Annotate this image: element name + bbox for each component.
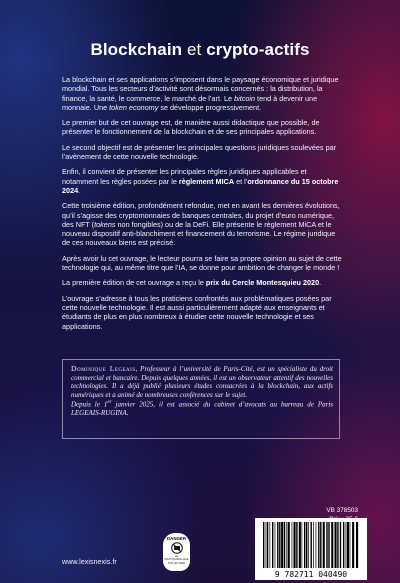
barcode-bar [329,522,330,568]
paragraph-8: L’ouvrage s’adresse à tous les praticiens confrontés aux problématiques posées par cette nouvelle technologie. Il est aussi particulièrement adapté aux enseignants et étudiants de plus en plus nombreux à étudier cette nouvelle technologie et ses applications. [62,293,332,331]
paragraph-1: La blockchain et ses applications s’imposent dans le paysage économique et juridique mondial. Tous les secteurs d’activité sont désormais concernés : la distribution, la finance, la santé, le commerce, le marché de l’art. Le bitcoin tend à devenir une monnaie. Une token economy se développe progressivement. [62,75,339,112]
book-reference: VB 378503 [326,507,358,514]
paragraph-2: Le premier but de cet ouvrage est, de manière aussi didactique que possible, de présenter le fonctionnement de la blockchain et de ses principales applications. [62,118,320,137]
barcode-bar [292,522,293,568]
barcode-bar [313,522,314,568]
barcode-bar [294,522,296,568]
paragraph-7: La première édition de cet ouvrage a reçu le prix du Cercle Montesquieu 2020. [62,278,322,288]
barcode-bar [346,522,347,568]
barcode-bar [308,522,309,568]
barcode-bar [277,522,278,568]
barcode-bar [263,522,264,568]
paragraph-6: Après avoir lu cet ouvrage, le lecteur pourra se faire sa propre opinion au sujet de cette technologie qui, au même titre que l’IA, se donne pour ambition de changer le monde ! [62,253,342,273]
barcode-bar [343,522,344,568]
paragraph-4: Enfin, il convient de présenter les principales règles juridiques applicables et notamment les règles posées par le règlement MICA et l’ordonnance du 15 octobre 2024. [62,167,339,195]
barcode-bar [356,522,358,568]
barcode-bar [288,522,290,568]
author-name: Dominique Legeais [71,364,136,373]
barcode-bar [320,522,321,568]
author-bio-box [62,359,340,439]
barcode-bar [350,522,351,568]
barcode-bar [299,522,301,568]
barcode-bar [281,522,283,568]
author-note: Depuis le 1er janvier 2025, il est associé du cabinet d’avocats au barreau de Paris LEGEAIS-RUGINA. [71,400,333,418]
barcode-bar [327,522,328,568]
barcode-bar [326,522,327,568]
barcode-bar [352,522,354,568]
title-part3: crypto-actifs [206,40,310,59]
barcode-bar [296,522,297,568]
barcode-bar [267,522,268,568]
barcode-bar [284,522,285,568]
barcode-bar [337,522,338,568]
barcode-bar [266,522,267,568]
barcode-bar [304,522,305,568]
publisher-website: www.lexisnexis.fr [62,557,117,566]
title-part1: Blockchain [90,40,183,59]
barcode-bar [347,522,349,568]
barcode-bar [286,522,287,568]
barcode-bar [316,522,317,568]
barcode-bar [272,522,273,568]
barcode-digits: 9 782711 040490 [274,570,348,579]
book-title [0,40,400,60]
paragraph-5: Cette troisième édition, profondément refondue, met en avant les dernières évolutions, qu’il s’agisse des cryptomonnaies de banques centrales, du projet d’euro numérique, des NFT (tokens non fongibles) ou de la DeFi. Elle présente le règlement MiCA et le nouveau dispositif anti-blanchiment et financement du terrorisme. Le régime juridique de ces nouveaux biens est précisé. [62,201,340,248]
barcode-bar [331,522,333,568]
barcode-bar [323,522,325,568]
barcode-bar [335,522,337,568]
description-text [62,75,344,337]
barcode-graphic [255,518,367,580]
barcode-bar [311,522,312,568]
barcode-bar [306,522,307,568]
danger-photocopillage-logo: DANGER LE PHOTOCOPILLAGE TUE LE LIVRE [163,533,190,571]
barcode-bar [318,522,319,568]
author-bio: Dominique Legeais, Professeur à l’université de Paris-Cité, est un spécialiste du droit commercial et bancaire. Depuis quelques années, il est un observateur attentif des nouvelles technologies. Il a déjà publié plusieurs études consacrées à la blockchain, aux actifs numériques et a animé de nombreuses conférences sur le sujet. [71,364,333,399]
barcode-bar [270,522,271,568]
barcode-bar [340,522,341,568]
barcode-bar [302,522,303,568]
isbn-barcode [255,518,367,580]
copier-icon [170,542,184,554]
title-part2: et [186,40,202,59]
barcode-bar [275,522,276,568]
paragraph-3: Le second objectif est de présenter les principales questions juridiques soulevées par l’avènement de cette nouvelle technologie. [62,142,337,162]
barcode-bar [279,522,280,568]
